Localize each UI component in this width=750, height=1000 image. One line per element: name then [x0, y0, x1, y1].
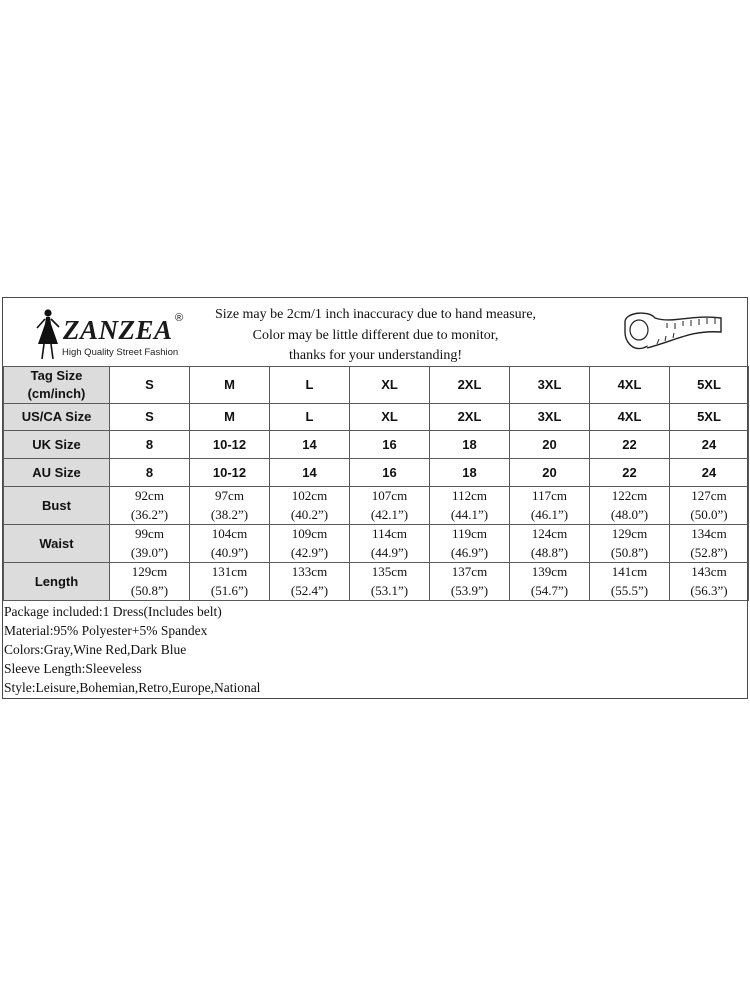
cm-value: 134cm: [691, 526, 727, 541]
table-row: [4, 487, 749, 525]
cm-value: 92cm: [135, 488, 164, 503]
chart-header: [3, 298, 747, 366]
inch-value: (54.7”): [530, 583, 569, 598]
table-cell: 18: [430, 459, 510, 487]
table-cell: 3XL: [510, 404, 590, 431]
measure-cell: [350, 525, 430, 563]
inch-value: (39.0”): [130, 545, 169, 560]
inch-value: (38.2”): [210, 507, 249, 522]
cm-value: 135cm: [371, 564, 408, 579]
brand-name: ZANZEA: [63, 315, 173, 345]
tag-size-cell: M: [190, 367, 270, 404]
measure-cell: [110, 487, 190, 525]
table-cell: 24: [670, 431, 749, 459]
info-line: Colors:Gray,Wine Red,Dark Blue: [4, 642, 187, 657]
notice-line: Size may be 2cm/1 inch inaccuracy due to hand measure,: [214, 307, 537, 322]
cm-value: 117cm: [532, 488, 567, 503]
tag-size-cell: 2XL: [430, 367, 510, 404]
measure-cell: [350, 487, 430, 525]
measure-cell: [510, 525, 590, 563]
measure-cell: [670, 487, 749, 525]
cm-value: 127cm: [691, 488, 727, 503]
inch-value: (53.9”): [450, 583, 489, 598]
info-line: Sleeve Length:Sleeveless: [4, 661, 142, 676]
info-line: Package included:1 Dress(Includes belt): [4, 604, 222, 619]
cm-value: 109cm: [291, 526, 328, 541]
measure-cell: [110, 563, 190, 601]
cm-value: 124cm: [531, 526, 568, 541]
inch-value: (44.9”): [370, 545, 409, 560]
fashion-figure-icon: [33, 308, 63, 362]
measure-cell: [110, 525, 190, 563]
measure-cell: [510, 563, 590, 601]
cm-value: 137cm: [451, 564, 488, 579]
cm-value: 139cm: [531, 564, 568, 579]
cm-value: 119cm: [452, 526, 487, 541]
inch-value: (46.1”): [530, 507, 569, 522]
table-row: [4, 367, 749, 404]
header-label-line: (cm/inch): [27, 386, 86, 401]
inch-value: (42.1”): [370, 507, 409, 522]
table-cell: L: [270, 404, 350, 431]
table-cell: 14: [270, 459, 350, 487]
product-info: [3, 600, 747, 697]
cm-value: 141cm: [611, 564, 648, 579]
inch-value: (50.8”): [130, 583, 169, 598]
inch-value: (46.9”): [450, 545, 489, 560]
table-row: [4, 525, 749, 563]
table-cell: 20: [510, 431, 590, 459]
inch-value: (40.9”): [210, 545, 249, 560]
measuring-tape-icon: [617, 304, 729, 362]
inch-value: (52.8”): [690, 545, 728, 560]
table-cell: 8: [110, 431, 190, 459]
brand-logo: [33, 304, 193, 362]
cm-value: 131cm: [211, 564, 248, 579]
table-row: [4, 404, 749, 431]
table-row: [4, 459, 749, 487]
tag-size-cell: S: [110, 367, 190, 404]
registered-mark: ®: [175, 312, 184, 324]
cm-value: 112cm: [452, 488, 487, 503]
header-label-line: Tag Size: [30, 368, 83, 383]
cm-value: 97cm: [215, 488, 244, 503]
size-table: [3, 366, 749, 601]
table-cell: M: [190, 404, 270, 431]
inch-value: (52.4”): [290, 583, 329, 598]
cm-value: 102cm: [291, 488, 328, 503]
measure-cell: [510, 487, 590, 525]
table-cell: 2XL: [430, 404, 510, 431]
measure-cell: [190, 525, 270, 563]
measure-cell: [190, 487, 270, 525]
cm-value: 122cm: [611, 488, 648, 503]
cm-value: 133cm: [291, 564, 328, 579]
table-cell: 10-12: [190, 431, 270, 459]
info-line: Style:Leisure,Bohemian,Retro,Europe,National: [4, 680, 261, 695]
measure-cell: [430, 563, 510, 601]
measure-cell: [670, 525, 749, 563]
cm-value: 107cm: [371, 488, 408, 503]
inch-value: (53.1”): [370, 583, 409, 598]
row-label: Length: [4, 563, 110, 601]
measure-cell: [270, 487, 350, 525]
table-cell: 16: [350, 459, 430, 487]
table-cell: 5XL: [670, 404, 749, 431]
row-label: UK Size: [4, 431, 110, 459]
tag-size-cell: 3XL: [510, 367, 590, 404]
table-cell: 8: [110, 459, 190, 487]
measure-cell: [350, 563, 430, 601]
table-cell: S: [110, 404, 190, 431]
cm-value: 129cm: [611, 526, 648, 541]
cm-value: 114cm: [372, 526, 407, 541]
measurement-notice: [183, 305, 568, 367]
row-label: Bust: [4, 487, 110, 525]
tag-size-cell: XL: [350, 367, 430, 404]
measure-cell: [590, 525, 670, 563]
inch-value: (44.1”): [450, 507, 489, 522]
table-cell: 10-12: [190, 459, 270, 487]
inch-value: (50.0”): [690, 507, 728, 522]
measure-cell: [430, 487, 510, 525]
tag-size-cell: 5XL: [670, 367, 749, 404]
measure-cell: [670, 563, 749, 601]
inch-value: (48.8”): [530, 545, 569, 560]
table-row: [4, 563, 749, 601]
tag-size-cell: 4XL: [590, 367, 670, 404]
inch-value: (55.5”): [610, 583, 649, 598]
info-line: Material:95% Polyester+5% Spandex: [4, 623, 208, 638]
table-cell: 14: [270, 431, 350, 459]
measure-cell: [590, 563, 670, 601]
notice-line: thanks for your understanding!: [288, 348, 463, 363]
cm-value: 143cm: [691, 564, 727, 579]
inch-value: (48.0”): [610, 507, 649, 522]
brand-tagline: High Quality Street Fashion: [62, 347, 179, 358]
size-chart-card: [2, 297, 748, 699]
inch-value: (40.2”): [290, 507, 329, 522]
measure-cell: [270, 525, 350, 563]
row-label: AU Size: [4, 459, 110, 487]
measure-cell: [430, 525, 510, 563]
tag-size-cell: L: [270, 367, 350, 404]
cm-value: 104cm: [211, 526, 248, 541]
cm-value: 129cm: [131, 564, 168, 579]
inch-value: (50.8”): [610, 545, 649, 560]
table-cell: 18: [430, 431, 510, 459]
row-label: Waist: [4, 525, 110, 563]
table-cell: 16: [350, 431, 430, 459]
table-cell: 24: [670, 459, 749, 487]
cm-value: 99cm: [135, 526, 164, 541]
table-cell: 22: [590, 431, 670, 459]
inch-value: (56.3”): [690, 583, 728, 598]
notice-line: Color may be little different due to monitor,: [252, 327, 499, 343]
row-label: US/CA Size: [4, 404, 110, 431]
table-cell: XL: [350, 404, 430, 431]
table-cell: 20: [510, 459, 590, 487]
table-cell: 22: [590, 459, 670, 487]
table-cell: 4XL: [590, 404, 670, 431]
row-label: [4, 367, 110, 404]
measure-cell: [190, 563, 270, 601]
inch-value: (36.2”): [130, 507, 169, 522]
table-row: [4, 431, 749, 459]
inch-value: (51.6”): [210, 583, 249, 598]
inch-value: (42.9”): [290, 545, 329, 560]
measure-cell: [270, 563, 350, 601]
measure-cell: [590, 487, 670, 525]
